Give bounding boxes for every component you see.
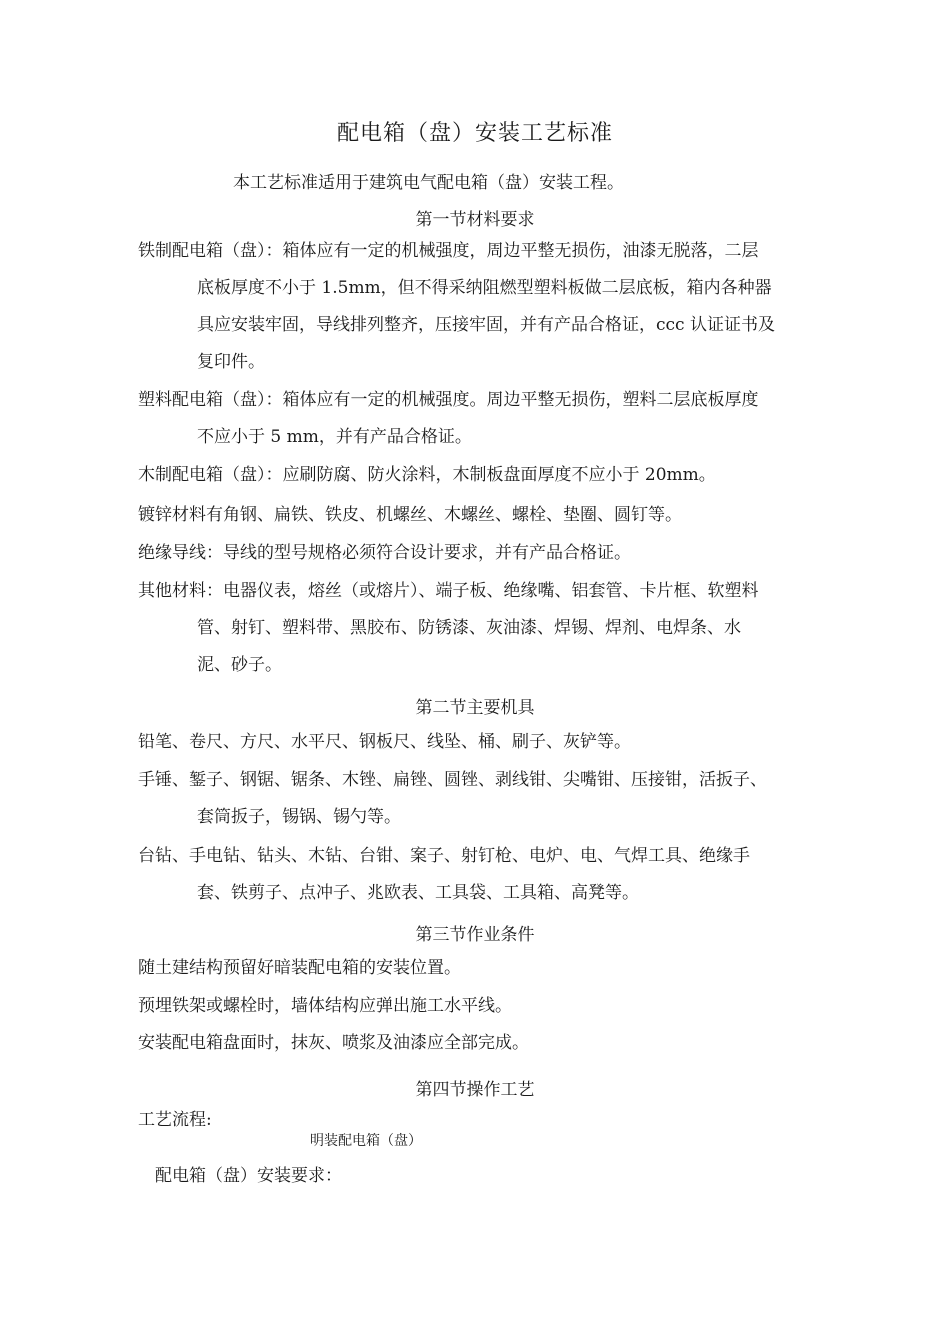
paragraph-line: 台钻、手电钻、钻头、木钻、台钳、案子、射钉枪、电炉、电、气焊工具、绝缘手 [138, 846, 750, 866]
section1-item-1 [138, 233, 818, 381]
section1-heading: 第一节材料要求 [415, 210, 535, 230]
section4-heading: 第四节操作工艺 [415, 1080, 535, 1100]
paragraph-line: 安装配电箱盘面时，抹灰、喷浆及油漆应全部完成。 [138, 1033, 529, 1053]
paragraph-line: 套筒扳子，锡锅、锡勺等。 [197, 807, 401, 827]
document-title: 配电箱（盘）安装工艺标准 [336, 121, 613, 146]
paragraph-line: 不应小于 5 mm，并有产品合格证。 [197, 427, 472, 447]
paragraph-line: 其他材料：电器仪表，熔丝（或熔片）、端子板、绝缘嘴、铝套管、卡片框、软塑料 [138, 581, 759, 601]
paragraph-line: 绝缘导线：导线的型号规格必须符合设计要求，并有产品合格证。 [138, 543, 631, 563]
install-requirements-heading: 配电箱（盘）安装要求： [155, 1166, 342, 1186]
section1-item-5 [138, 535, 818, 572]
paragraph-line: 套、铁剪子、点冲子、兆欧表、工具袋、工具箱、高凳等。 [197, 883, 639, 903]
paragraph-line: 复印件。 [197, 352, 265, 372]
paragraph-line: 预埋铁架或螺栓时，墙体结构应弹出施工水平线。 [138, 996, 512, 1016]
section1-item-2 [138, 382, 818, 456]
section2-heading: 第二节主要机具 [415, 698, 535, 718]
flow-label: 明装配电箱（盘） [310, 1133, 422, 1149]
paragraph-line: 镀锌材料有角钢、扁铁、铁皮、机螺丝、木螺丝、螺栓、垫圈、圆钉等。 [138, 505, 682, 525]
section1-item-6 [138, 573, 818, 684]
section1-item-4 [138, 497, 818, 534]
section2-item-1 [138, 724, 818, 761]
section3-item-1 [138, 950, 818, 987]
intro-text: 本工艺标准适用于建筑电气配电箱（盘）安装工程。 [233, 173, 624, 193]
paragraph-line: 管、射钉、塑料带、黑胶布、防锈漆、灰油漆、焊锡、焊剂、电焊条、水 [197, 618, 741, 638]
paragraph-line: 随土建结构预留好暗装配电箱的安装位置。 [138, 958, 461, 978]
paragraph-line: 底板厚度不小于 1.5mm，但不得采纳阻燃型塑料板做二层底板，箱内各种器 [197, 278, 772, 298]
paragraph-line: 工艺流程: [138, 1110, 212, 1130]
paragraph-line: 铅笔、卷尺、方尺、水平尺、钢板尺、线坠、桶、刷子、灰铲等。 [138, 732, 631, 752]
section1-item-3 [138, 457, 818, 494]
section2-item-2 [138, 762, 818, 836]
section3-item-3 [138, 1025, 818, 1062]
paragraph-line: 泥、砂子。 [197, 655, 282, 675]
section2-item-3 [138, 838, 818, 912]
flow-title [138, 1102, 818, 1139]
paragraph-line: 铁制配电箱（盘）：箱体应有一定的机械强度，周边平整无损伤，油漆无脱落，二层 [138, 241, 759, 261]
paragraph-line: 具应安装牢固，导线排列整齐，压接牢固，并有产品合格证，ccc 认证证书及 [197, 315, 775, 335]
paragraph-line: 木制配电箱（盘）：应刷防腐、防火涂料，木制板盘面厚度不应小于 20mm。 [138, 465, 716, 485]
paragraph-line: 手锤、錾子、钢锯、锯条、木锉、扁锉、圆锉、剥线钳、尖嘴钳、压接钳，活扳子、 [138, 770, 767, 790]
paragraph-line: 塑料配电箱（盘）：箱体应有一定的机械强度。周边平整无损伤，塑料二层底板厚度 [138, 390, 759, 410]
section3-heading: 第三节作业条件 [415, 925, 535, 945]
section3-item-2 [138, 988, 818, 1025]
